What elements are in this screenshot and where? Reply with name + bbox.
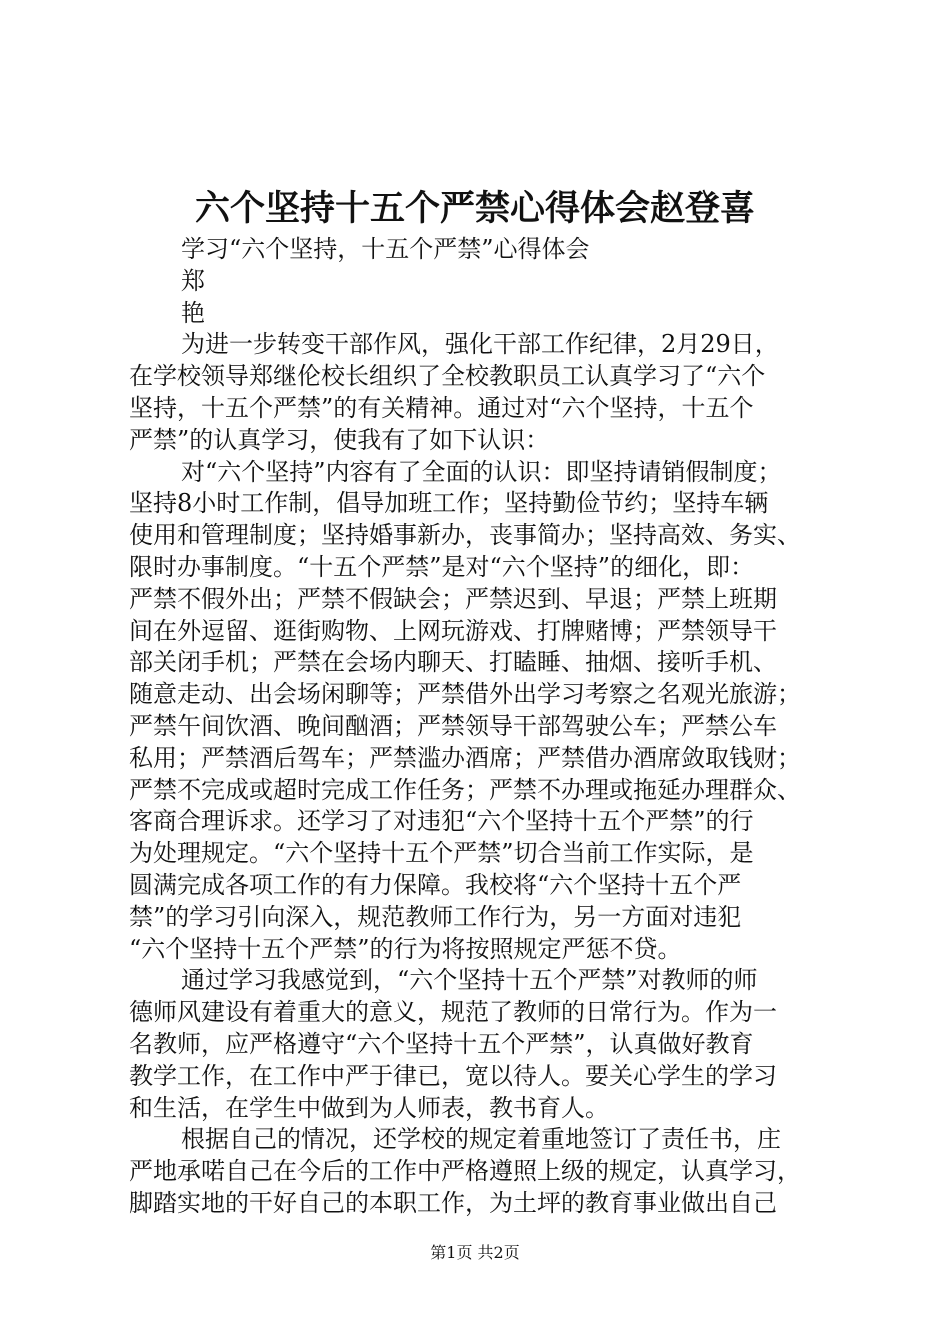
paragraph-line: 为处理规定。“六个坚持十五个严禁”切合当前工作实际，是 — [129, 839, 754, 868]
paragraph — [129, 965, 829, 1124]
paragraph-line: 坚持8小时工作制，倡导加班工作；坚持勤俭节约；坚持车辆 — [129, 489, 769, 518]
paragraph-line: 脚踏实地的干好自己的本职工作，为土坪的教育事业做出自己 — [129, 1188, 777, 1217]
paragraph-line: 随意走动、出会场闲聊等；严禁借外出学习考察之名观光旅游； — [129, 680, 801, 709]
paragraph-line: 使用和管理制度；坚持婚事新办，丧事简办；坚持高效、务实、 — [129, 521, 801, 550]
paragraph — [129, 329, 829, 456]
paragraph-line: 禁”的学习引向深入，规范教师工作行为，另一方面对违犯 — [129, 902, 742, 931]
paragraph — [129, 457, 829, 966]
paragraph-line: “六个坚持十五个严禁”的行为将按照规定严惩不贷。 — [129, 934, 682, 963]
paragraph-line: 通过学习我感觉到，“六个坚持十五个严禁”对教师的师 — [181, 966, 758, 995]
paragraph-line: 名教师，应严格遵守“六个坚持十五个严禁”，认真做好教育 — [129, 1029, 754, 1058]
paragraph-line: 严禁午间饮酒、晚间酗酒；严禁领导干部驾驶公车；严禁公车 — [129, 711, 777, 740]
paragraph-line: 客商合理诉求。还学习了对违犯“六个坚持十五个严禁”的行 — [129, 807, 754, 836]
subtitle-line: 学习“六个坚持，十五个严禁”心得体会 — [181, 235, 590, 263]
document-title: 六个坚持十五个严禁心得体会赵登喜 — [194, 188, 755, 229]
paragraph-line: 间在外逗留、逛街购物、上网玩游戏、打牌赌博；严禁领导干 — [129, 616, 777, 645]
paragraph-line: 在学校领导郑继伦校长组织了全校教职员工认真学习了“六个 — [129, 362, 766, 391]
paragraph-line: 为进一步转变干部作风，强化干部工作纪律，2月29日， — [181, 330, 779, 359]
paragraph-line: 和生活，在学生中做到为人师表，教书育人。 — [129, 1093, 609, 1122]
paragraph-line: 严禁不完成或超时完成工作任务；严禁不办理或拖延办理群众、 — [129, 775, 801, 804]
paragraph-line: 严地承喏自己在今后的工作中严格遵照上级的规定，认真学习， — [129, 1157, 801, 1186]
paragraph-line: 根据自己的情况，还学校的规定着重地签订了责任书，庄 — [181, 1125, 781, 1154]
paragraph-line: 教学工作，在工作中严于律已，宽以待人。要关心学生的学习 — [129, 1061, 777, 1090]
page-number-footer: 第1页 共2页 — [430, 1243, 520, 1262]
paragraph — [129, 1124, 829, 1219]
author-line: 郑 — [181, 266, 205, 295]
paragraph-line: 限时办事制度。“十五个严禁”是对“六个坚持”的细化，即： — [129, 552, 755, 581]
document-body — [129, 234, 829, 1220]
paragraph-line: 严禁不假外出；严禁不假缺会；严禁迟到、早退；严禁上班期 — [129, 584, 777, 613]
paragraph-line: 部关闭手机；严禁在会场内聊天、打瞌睡、抽烟、接听手机、 — [129, 648, 777, 677]
paragraph-line: 圆满完成各项工作的有力保障。我校将“六个坚持十五个严 — [129, 870, 742, 899]
paragraph-line: 对“六个坚持”内容有了全面的认识：即坚持请销假制度； — [181, 457, 782, 486]
author-line: 艳 — [181, 298, 205, 327]
paragraph-line: 坚持，十五个严禁”的有关精神。通过对“六个坚持，十五个 — [129, 393, 754, 422]
paragraph-line: 德师风建设有着重大的意义，规范了教师的日常行为。作为一 — [129, 998, 777, 1027]
paragraph-line: 私用；严禁酒后驾车；严禁滥办酒席；严禁借办酒席敛取钱财； — [129, 743, 801, 772]
paragraph-line: 严禁”的认真学习，使我有了如下认识： — [129, 425, 550, 454]
